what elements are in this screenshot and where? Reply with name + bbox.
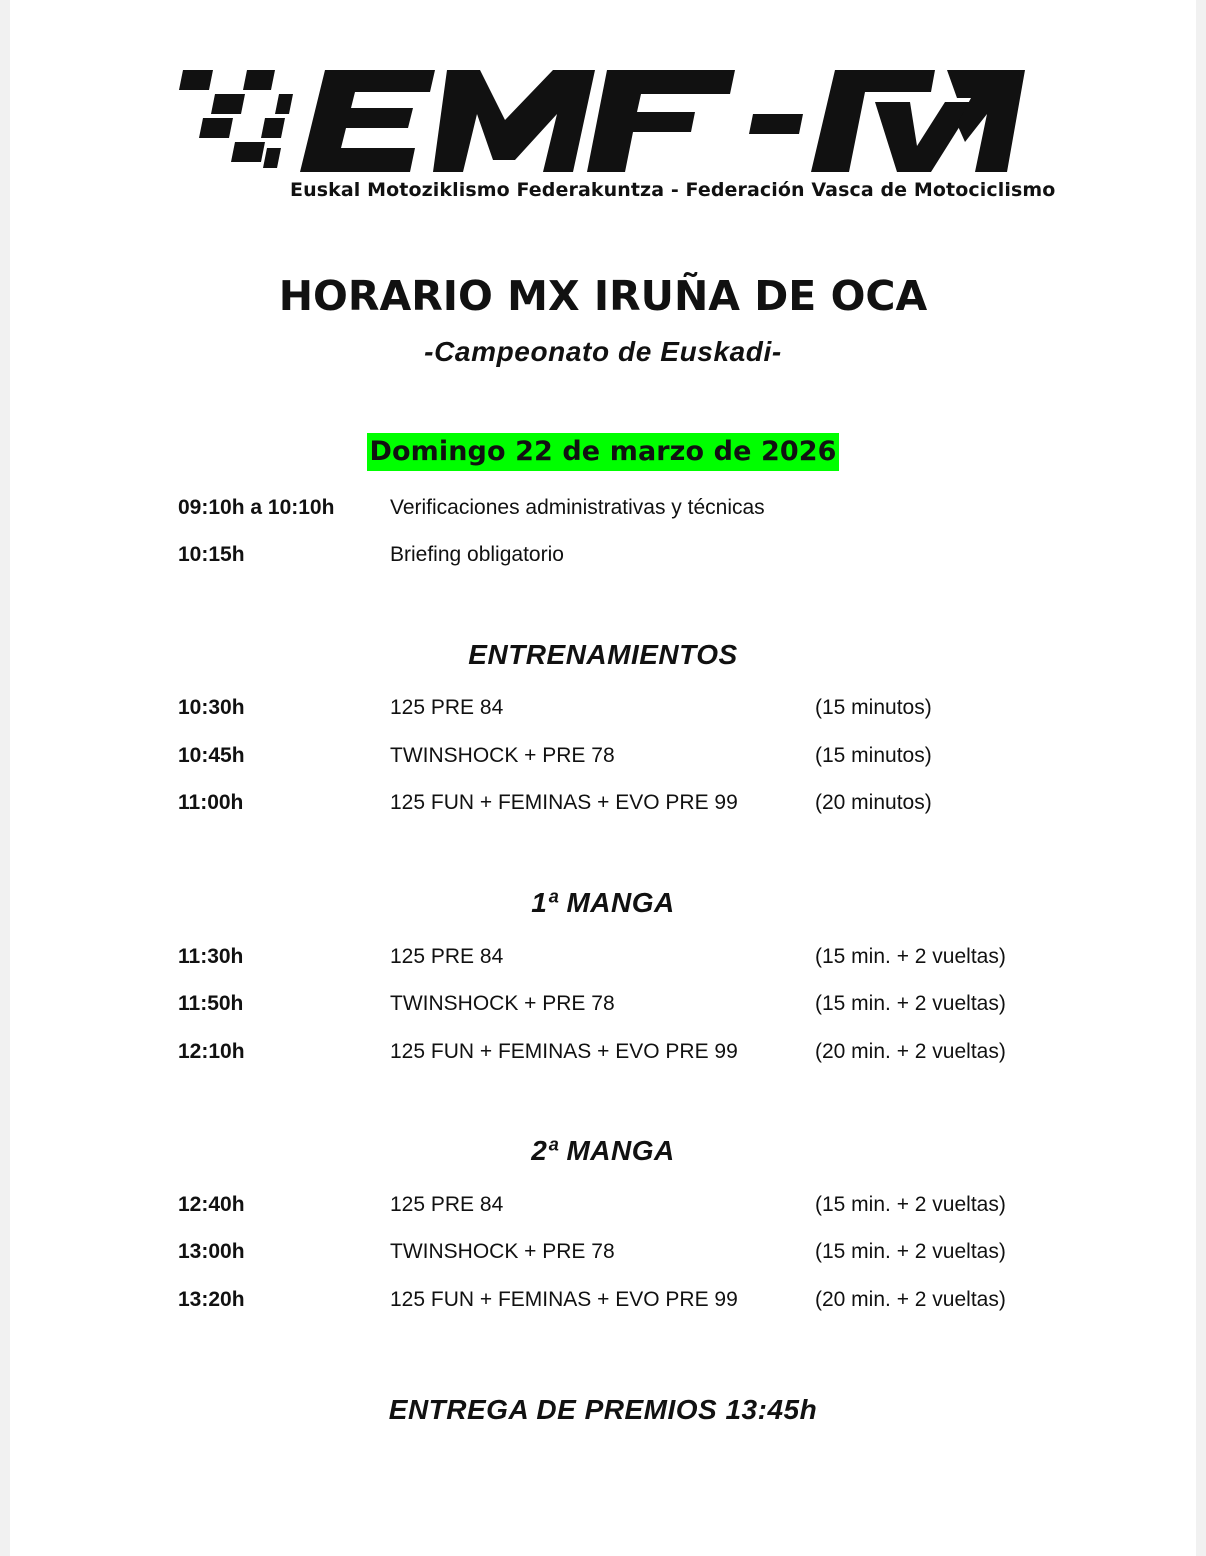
schedule-row bbox=[0, 744, 1206, 774]
page-subtitle: -Campeonato de Euskadi- bbox=[424, 336, 782, 367]
schedule-time: 11:50h bbox=[178, 992, 244, 1015]
schedule-category: TWINSHOCK + PRE 78 bbox=[390, 744, 615, 767]
schedule-duration: (15 min. + 2 vueltas) bbox=[815, 1240, 1006, 1263]
schedule-time: 09:10h a 10:10h bbox=[178, 496, 335, 519]
schedule-time: 10:30h bbox=[178, 696, 245, 719]
schedule-time: 11:30h bbox=[178, 945, 244, 968]
schedule-row bbox=[0, 1240, 1206, 1270]
schedule-category: 125 PRE 84 bbox=[390, 1193, 504, 1216]
schedule-duration: (20 min. + 2 vueltas) bbox=[815, 1288, 1006, 1311]
schedule-duration: (20 minutos) bbox=[815, 791, 932, 814]
schedule-time: 10:15h bbox=[178, 543, 245, 566]
event-date-container bbox=[0, 433, 1206, 471]
schedule-time: 12:40h bbox=[178, 1193, 245, 1216]
schedule-time: 11:00h bbox=[178, 791, 244, 814]
schedule-row bbox=[0, 496, 1206, 526]
schedule-category: 125 FUN + FEMINAS + EVO PRE 99 bbox=[390, 1288, 738, 1311]
schedule-duration: (15 minutos) bbox=[815, 744, 932, 767]
schedule-time: 10:45h bbox=[178, 744, 245, 767]
section-title-entrenamientos: ENTRENAMIENTOS bbox=[468, 639, 738, 670]
federation-name: Euskal Motoziklismo Federakuntza - Federación Vasca de Motociclismo bbox=[290, 179, 1056, 201]
document-page bbox=[10, 0, 1196, 1556]
schedule-duration: (15 min. + 2 vueltas) bbox=[815, 1193, 1006, 1216]
schedule-duration: (15 min. + 2 vueltas) bbox=[815, 945, 1006, 968]
schedule-row bbox=[0, 696, 1206, 726]
schedule-time: 13:00h bbox=[178, 1240, 245, 1263]
section-title-2a-manga: 2ª MANGA bbox=[531, 1135, 675, 1166]
schedule-row bbox=[0, 1040, 1206, 1070]
schedule-row bbox=[0, 1193, 1206, 1223]
schedule-activity: Briefing obligatorio bbox=[390, 543, 564, 566]
schedule-time: 12:10h bbox=[178, 1040, 245, 1063]
schedule-time: 13:20h bbox=[178, 1288, 245, 1311]
emf-fvm-logo bbox=[175, 62, 1056, 212]
emf-fvm-logo-mark bbox=[175, 62, 1035, 182]
schedule-activity: Verificaciones administrativas y técnicas bbox=[390, 496, 765, 519]
awards-ceremony: ENTREGA DE PREMIOS 13:45h bbox=[388, 1394, 818, 1425]
schedule-category: 125 FUN + FEMINAS + EVO PRE 99 bbox=[390, 791, 738, 814]
schedule-category: 125 FUN + FEMINAS + EVO PRE 99 bbox=[390, 1040, 738, 1063]
schedule-category: TWINSHOCK + PRE 78 bbox=[390, 992, 615, 1015]
schedule-duration: (20 min. + 2 vueltas) bbox=[815, 1040, 1006, 1063]
schedule-duration: (15 minutos) bbox=[815, 696, 932, 719]
schedule-row bbox=[0, 1288, 1206, 1318]
schedule-row bbox=[0, 992, 1206, 1022]
event-date: Domingo 22 de marzo de 2026 bbox=[367, 433, 838, 471]
schedule-category: 125 PRE 84 bbox=[390, 696, 504, 719]
schedule-duration: (15 min. + 2 vueltas) bbox=[815, 992, 1006, 1015]
schedule-category: 125 PRE 84 bbox=[390, 945, 504, 968]
schedule-row bbox=[0, 543, 1206, 573]
section-title-1a-manga: 1ª MANGA bbox=[531, 887, 675, 918]
schedule-row bbox=[0, 945, 1206, 975]
schedule-row bbox=[0, 791, 1206, 821]
schedule-category: TWINSHOCK + PRE 78 bbox=[390, 1240, 615, 1263]
page-title: HORARIO MX IRUÑA DE OCA bbox=[278, 272, 928, 320]
